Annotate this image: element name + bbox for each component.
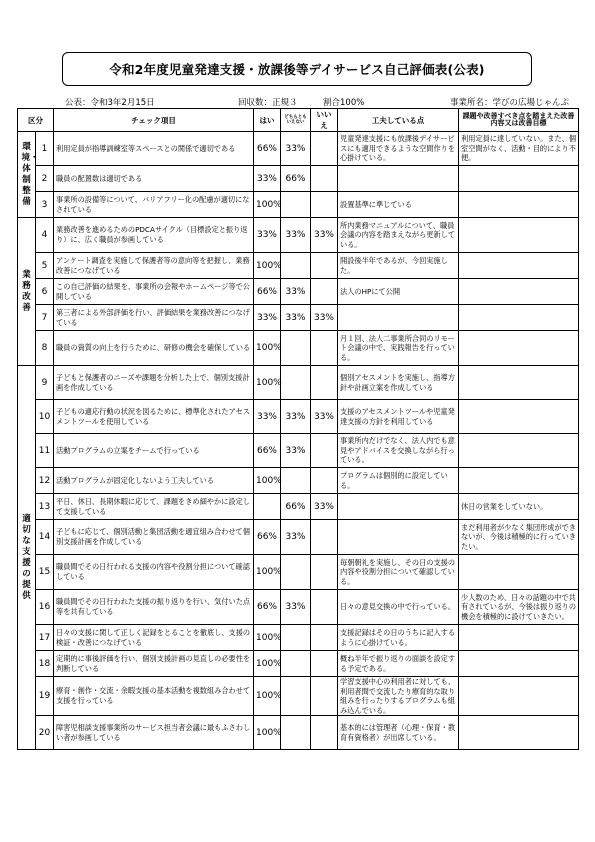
- check-item: 職員間でその日行われる支援の内容や役割分担について確認している: [54, 555, 254, 590]
- row-number: 14: [36, 520, 54, 555]
- row-number: 13: [36, 494, 54, 520]
- table-row: [18, 331, 579, 366]
- row-number: 17: [36, 625, 54, 651]
- improve-note: [459, 305, 579, 331]
- effort-note: 支援記録はその日のうちに記入するように心掛けている。: [338, 625, 459, 651]
- row-number: 16: [36, 590, 54, 625]
- no-percent: [311, 590, 338, 625]
- table-row: [18, 625, 579, 651]
- effort-note: プログラムは個別的に設定している。: [338, 468, 459, 494]
- check-item: 業務改善を進めるためのPDCAサイクル（目標設定と振り返り）に、広く職員が参画している: [54, 218, 254, 253]
- neither-percent: [281, 192, 311, 218]
- improve-note: [459, 434, 579, 468]
- table-row: [18, 590, 579, 625]
- no-percent: [311, 520, 338, 555]
- yes-percent: 100%: [254, 192, 281, 218]
- row-number: 20: [36, 716, 54, 750]
- row-number: 15: [36, 555, 54, 590]
- no-percent: 33%: [311, 218, 338, 253]
- yes-percent: 100%: [254, 555, 281, 590]
- check-item: 職員の配置数は適切である: [54, 166, 254, 192]
- header-no: いいえ: [311, 109, 338, 132]
- office-name: 事業所名：学びの広場じゃんぷ: [450, 98, 570, 108]
- improve-note: [459, 651, 579, 677]
- table-row: [18, 468, 579, 494]
- area-label-a1: [18, 132, 39, 218]
- improve-note: 休日の営業をしていない。: [459, 494, 579, 520]
- yes-percent: [254, 494, 281, 520]
- table-row: [18, 400, 579, 434]
- improve-note: [459, 366, 579, 400]
- neither-percent: [281, 651, 311, 677]
- header-check: チェック項目: [54, 109, 254, 132]
- neither-percent: 33%: [281, 132, 311, 166]
- row-number: 4: [36, 218, 54, 253]
- table-row: [18, 253, 579, 279]
- neither-percent: [281, 468, 311, 494]
- no-percent: [311, 366, 338, 400]
- no-percent: [311, 468, 338, 494]
- table-row: [18, 520, 579, 555]
- table-row: [18, 132, 579, 166]
- row-number: 12: [36, 468, 54, 494]
- check-item: 子どもの適応行動の状況を図るために、標準化されたアセスメントツールを使用している: [54, 400, 254, 434]
- improve-note: [459, 555, 579, 590]
- no-percent: [311, 192, 338, 218]
- check-item: この自己評価の結果を、事業所の会報やホームページ等で公開している: [54, 279, 254, 305]
- yes-percent: 100%: [254, 625, 281, 651]
- effort-note: 支援のアセスメントツールや児童発達支援の方針を利用している: [338, 400, 459, 434]
- evaluation-table: [17, 108, 579, 750]
- check-item: 活動プログラムの立案をチームで行っている: [54, 434, 254, 468]
- check-item: 子どもと保護者のニーズや課題を分析した上で、個別支援計画を作成している: [54, 366, 254, 400]
- yes-percent: 33%: [254, 400, 281, 434]
- effort-note: 学習支援中心の利用者に対しても、利用者間で交流したり療育的な取り組みを行ったりするプログラムも組み込んでいる。: [338, 677, 459, 716]
- effort-note: [338, 166, 459, 192]
- effort-note: [338, 520, 459, 555]
- row-number: 8: [36, 331, 54, 366]
- effort-note: 児童発達支援にも放課後デイサービスにも適用できるような空間作りを心掛けている。: [338, 132, 459, 166]
- row-number: 1: [36, 132, 54, 166]
- improve-note: [459, 166, 579, 192]
- no-percent: [311, 434, 338, 468]
- improve-note: [459, 253, 579, 279]
- yes-percent: 100%: [254, 716, 281, 750]
- effort-note: 日々の意見交換の中で行っている。: [338, 590, 459, 625]
- no-percent: [311, 625, 338, 651]
- effort-note: 所内業務マニュアルについて、職員会議の内容を踏まえながら更新している。: [338, 218, 459, 253]
- row-number: 10: [36, 400, 54, 434]
- effort-note: [338, 305, 459, 331]
- yes-percent: 33%: [254, 166, 281, 192]
- no-percent: 33%: [311, 400, 338, 434]
- effort-note: 毎朝朝礼を実施し、その日の支援の内容や役割分担について確認している。: [338, 555, 459, 590]
- no-percent: [311, 677, 338, 716]
- improve-note: [459, 625, 579, 651]
- header-area: 区分: [18, 109, 54, 132]
- area-label-a3: [18, 366, 36, 750]
- check-item: 定期的に事後評価を行い、個別支援計画の見直しの必要性を判断している: [54, 651, 254, 677]
- neither-percent: 33%: [281, 520, 311, 555]
- no-percent: 33%: [311, 305, 338, 331]
- neither-percent: [281, 716, 311, 750]
- neither-percent: [281, 331, 311, 366]
- check-item: 療育・創作・交流・余暇支援の基本活動を複数組み合わせて支援を行っている: [54, 677, 254, 716]
- neither-percent: 66%: [281, 166, 311, 192]
- check-item: 日々の支援に関して正しく記録をとることを徹底し、支援の検証・改善につなげている: [54, 625, 254, 651]
- response-ratio: 割合100%: [323, 98, 365, 108]
- neither-percent: 66%: [281, 494, 311, 520]
- neither-percent: 33%: [281, 590, 311, 625]
- no-percent: [311, 651, 338, 677]
- no-percent: 33%: [311, 494, 338, 520]
- improve-note: 少人数のため、日々の話題の中で共有されているが、今後は振り返りの機会を積極的に設けていきたい。: [459, 590, 579, 625]
- yes-percent: 66%: [254, 520, 281, 555]
- neither-percent: 33%: [281, 434, 311, 468]
- neither-percent: 33%: [281, 400, 311, 434]
- table-row: [18, 716, 579, 750]
- no-percent: [311, 132, 338, 166]
- table-row: [18, 218, 579, 253]
- yes-percent: 66%: [254, 279, 281, 305]
- no-percent: [311, 166, 338, 192]
- header-row: [18, 109, 579, 132]
- table-row: [18, 555, 579, 590]
- neither-percent: 33%: [281, 305, 311, 331]
- yes-percent: 100%: [254, 677, 281, 716]
- area-text: 業務改善: [22, 269, 31, 313]
- table-row: [18, 366, 579, 400]
- row-number: 6: [36, 279, 54, 305]
- yes-percent: 66%: [254, 132, 281, 166]
- table-row: [18, 677, 579, 716]
- improve-note: [459, 279, 579, 305]
- effort-note: 法人のHPにて公開: [338, 279, 459, 305]
- collected-count: 回収数：正規３: [238, 98, 298, 108]
- row-number: 18: [36, 651, 54, 677]
- table-row: [18, 494, 579, 520]
- check-item: 利用定員が指導訓練室等スペースとの関係で適切である: [54, 132, 254, 166]
- improve-note: [459, 400, 579, 434]
- neither-percent: 33%: [281, 218, 311, 253]
- check-item: 職員の資質の向上を行うために、研修の機会を確保している: [54, 331, 254, 366]
- effort-note: 概ね半年で振り返りの面談を設定する予定である。: [338, 651, 459, 677]
- effort-note: 基本的には管理者（心理・保育・教育有資格者）が出席している。: [338, 716, 459, 750]
- row-number: 7: [36, 305, 54, 331]
- table-row: [18, 279, 579, 305]
- no-percent: [311, 279, 338, 305]
- effort-note: 開設後半年であるが、今回実施した。: [338, 253, 459, 279]
- effort-note: 個別アセスメントを実施し、指導方針や計画立案を作成している: [338, 366, 459, 400]
- published-date: 公表：令和3年2月15日: [65, 98, 155, 108]
- table-row: [18, 305, 579, 331]
- no-percent: [311, 555, 338, 590]
- header-yes: はい: [254, 109, 281, 132]
- yes-percent: 33%: [254, 218, 281, 253]
- header-improve: 課題や改善すべき点を踏まえた改善内容又は改善目標: [459, 109, 579, 132]
- row-number: 9: [36, 366, 54, 400]
- check-item: 事業所の設備等について、バリアフリー化の配慮が適切になされている: [54, 192, 254, 218]
- yes-percent: 33%: [254, 305, 281, 331]
- improve-note: 利用定員に達していない。また、個室空間がなく、活動・目的により不便。: [459, 132, 579, 166]
- check-item: 障害児相談支援事業所のサービス担当者会議に最もふさわしい者が参画している: [54, 716, 254, 750]
- row-number: 2: [36, 166, 54, 192]
- improve-note: [459, 716, 579, 750]
- neither-percent: [281, 677, 311, 716]
- table-row: [18, 166, 579, 192]
- document-title-box: [62, 52, 532, 86]
- improve-note: [459, 218, 579, 253]
- check-item: 活動プログラムが固定化しないよう工夫している: [54, 468, 254, 494]
- no-percent: [311, 716, 338, 750]
- yes-percent: 100%: [254, 366, 281, 400]
- yes-percent: 100%: [254, 651, 281, 677]
- document-title: 令和2年度児童発達支援・放課後等デイサービス自己評価表(公表): [109, 62, 485, 77]
- no-percent: [311, 331, 338, 366]
- area-text: 環境・体制整備: [21, 141, 39, 207]
- improve-note: まだ利用者が少なく集団形成ができないが、今後は積極的に行っていきたい。: [459, 520, 579, 555]
- effort-note: 事業所内だけでなく、法人内でも意見やアドバイスを交換しながら行っている。: [338, 434, 459, 468]
- row-number: 5: [36, 253, 54, 279]
- improve-note: [459, 468, 579, 494]
- check-item: 第三者による外部評価を行い、評価結果を業務改善につなげている: [54, 305, 254, 331]
- effort-note: [338, 494, 459, 520]
- improve-note: [459, 192, 579, 218]
- check-item: 平日、休日、長期休暇に応じて、課題をきめ細やかに設定して支援している: [54, 494, 254, 520]
- row-number: 11: [36, 434, 54, 468]
- table-row: [18, 434, 579, 468]
- yes-percent: 66%: [254, 434, 281, 468]
- check-item: 子どもに応じて、個別活動と集団活動を適宜組み合わせて個別支援計画を作成している: [54, 520, 254, 555]
- neither-percent: [281, 625, 311, 651]
- neither-percent: [281, 555, 311, 590]
- effort-note: 月１回、法人二事業所合同のリモート会議の中で、実践報告を行っている。: [338, 331, 459, 366]
- neither-percent: [281, 366, 311, 400]
- no-percent: [311, 253, 338, 279]
- table-row: [18, 651, 579, 677]
- improve-note: [459, 677, 579, 716]
- yes-percent: 100%: [254, 253, 281, 279]
- area-label-a2: [18, 218, 36, 366]
- row-number: 3: [36, 192, 54, 218]
- header-neither: どちらともいえない: [281, 109, 311, 132]
- yes-percent: 100%: [254, 331, 281, 366]
- yes-percent: 66%: [254, 590, 281, 625]
- header-effort: 工夫している点: [338, 109, 459, 132]
- row-number: 19: [36, 677, 54, 716]
- improve-note: [459, 331, 579, 366]
- area-text: 適切な支援の提供: [22, 513, 31, 601]
- check-item: アンケート調査を実施して保護者等の意向等を把握し、業務改善につなげている: [54, 253, 254, 279]
- neither-percent: [281, 253, 311, 279]
- effort-note: 設置基準に準じている: [338, 192, 459, 218]
- check-item: 職員間でその日行われた支援の振り返りを行い、気付いた点等を共有している: [54, 590, 254, 625]
- neither-percent: 33%: [281, 279, 311, 305]
- table-row: [18, 192, 579, 218]
- yes-percent: 100%: [254, 468, 281, 494]
